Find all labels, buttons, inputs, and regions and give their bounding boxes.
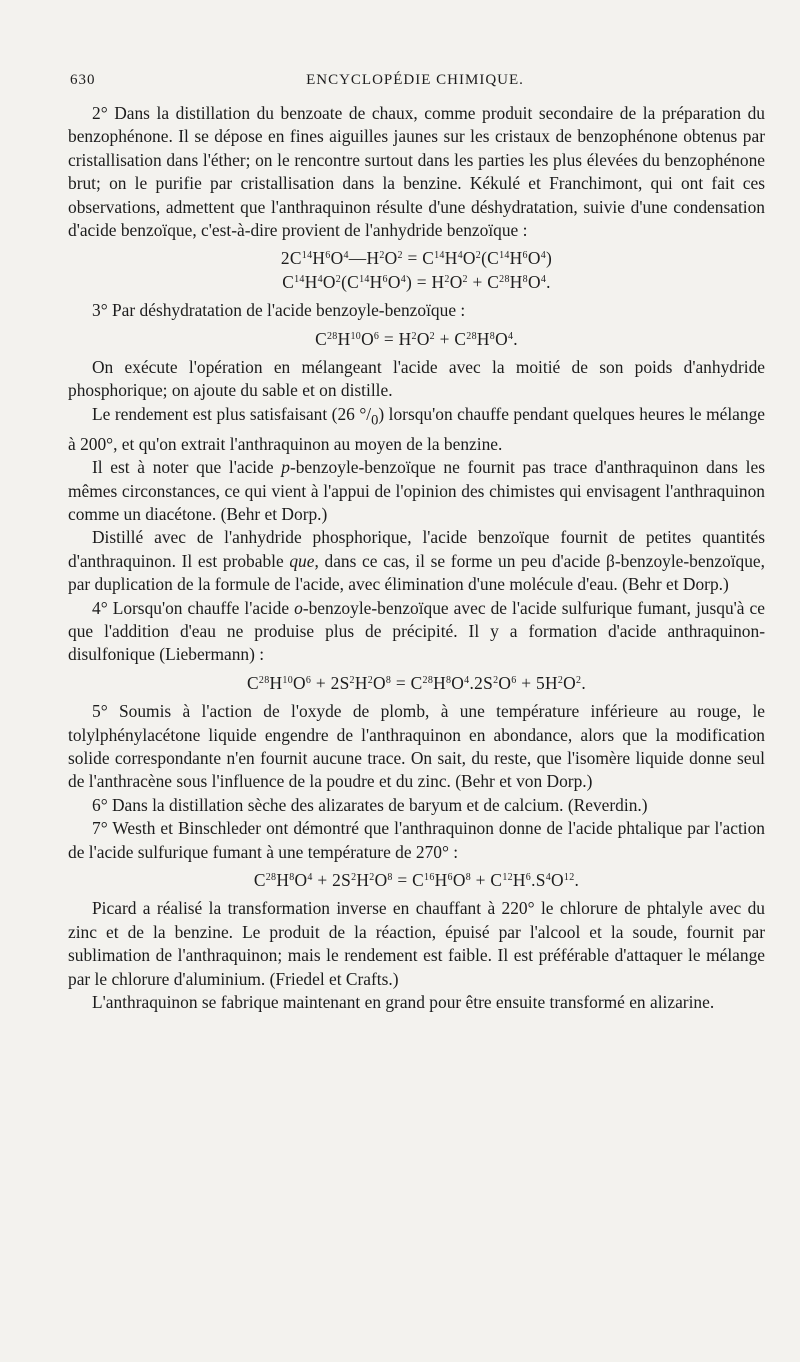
- paragraph: On exécute l'opération en mélangeant l'acide avec la moitié de son poids d'anhydride phosphorique; on ajoute du sable et on distille.: [68, 357, 765, 401]
- page-number: 630: [70, 72, 96, 88]
- paragraph: 4° Lorsqu'on chauffe l'acide o-benzoyle-benzoïque avec de l'acide sulfurique fumant, jusqu'à ce que l'addition d'eau ne produise plus de précipité. Il y a formation d'acide anthraquinon-disulfonique (Liebermann) :: [68, 597, 765, 665]
- paragraph: 7° Westh et Binschleder ont démontré que l'anthraquinon donne de l'acide phtalique par l'action de l'acide sulfurique fumant à une température de 270° :: [68, 818, 765, 862]
- formula: $2C^{14}H^6O^4—H^2O^2 = C^{14}H^4O^2(C^{14}H^6O^4)$ $C^{14}H^4O^2(C^{14}H^6O^4) = H^2O^2 + C^{28}H^8O^4$.: [280, 248, 553, 292]
- paragraph: 2° Dans la distillation du benzoate de chaux, comme produit secondaire de la préparation du benzophénone. Il se dépose en fines aiguilles jaunes sur les cristaux de benzophénone obtenus par cristallisation dans l'éther; on le rencontre surtout dans les parties les plus élevées du benzophénone brut; on le purifie par cristallisation dans la benzine. Kékulé et Franchimont, qui ont fait ces observations, admettent que l'anthraquinon résulte d'une déshydratation, suivie d'une condensation d'acide benzoïque, c'est-à-dire provient de l'anhydride benzoïque :: [68, 103, 765, 241]
- paragraph: Distillé avec de l'anhydride phosphorique, l'acide benzoïque fournit de petites quantités d'anthraquinon. Il est probable que, dans ce cas, il se forme un peu d'acide β-benzoyle-benzoïque, par duplication de la formule de l'acide, avec élimination d'une molécule d'eau. (Behr et Dorp.): [68, 527, 765, 595]
- formula: $C^{28}H^{10}O^6 = H^2O^2 + C^{28}H^8O^4$.: [315, 328, 518, 349]
- paragraph: Le rendement est plus satisfaisant (26 $^\circ/_0$) lorsqu'on chauffe pendant quelques heures le mélange à 200°, et qu'on extrait l'anthraquinon au moyen de la benzine.: [68, 403, 765, 454]
- paragraph: 5° Soumis à l'action de l'oxyde de plomb, à une température inférieure au rouge, le tolylphénylacétone liquide engendre de l'anthraquinon en abondance, alors que la modification solide correspondante n'en fournit aucune trace. On sait, du reste, que l'isomère liquide donne seul de l'anthracène sous l'influence de la poudre et du zinc. (Behr et von Dorp.): [68, 701, 765, 792]
- body-text: [68, 102, 765, 1015]
- running-title: ENCYCLOPÉDIE CHIMIQUE.: [306, 72, 524, 88]
- paragraph: Il est à noter que l'acide p-benzoyle-benzoïque ne fournit pas trace d'anthraquinon dans les mêmes circonstances, ce qui vient à l'appui de l'opinion des chimistes qui envisagent l'anthraquinon comme un diacétone. (Behr et Dorp.): [68, 457, 765, 524]
- page-header: [70, 72, 760, 98]
- paragraph: L'anthraquinon se fabrique maintenant en grand pour être ensuite transformé en alizarine.: [92, 992, 715, 1013]
- formula: $C^{28}H^{10}O^6 + 2S^2H^2O^8 = C^{28}H^8O^4.2S^2O^6 + 5H^2O^2$.: [247, 672, 586, 693]
- paragraph: 6° Dans la distillation sèche des alizarates de baryum et de calcium. (Reverdin.): [92, 794, 648, 815]
- formula: $C^{28}H^8O^4 + 2S^2H^2O^8 = C^{16}H^6O^8 + C^{12}H^6.S^4O^{12}$.: [253, 870, 580, 891]
- paragraph: Picard a réalisé la transformation inverse en chauffant à 220° le chlorure de phtalyle avec du zinc et de la benzine. Le produit de la réaction, épuisé par l'alcool et la soude, fournit par sublimation de l'anthraquinon; mais le rendement est faible. Il est préférable d'attaquer le mélange par le chlorure d'aluminium. (Friedel et Crafts.): [68, 898, 765, 989]
- paragraph: 3° Par déshydratation de l'acide benzoyle-benzoïque :: [92, 300, 466, 321]
